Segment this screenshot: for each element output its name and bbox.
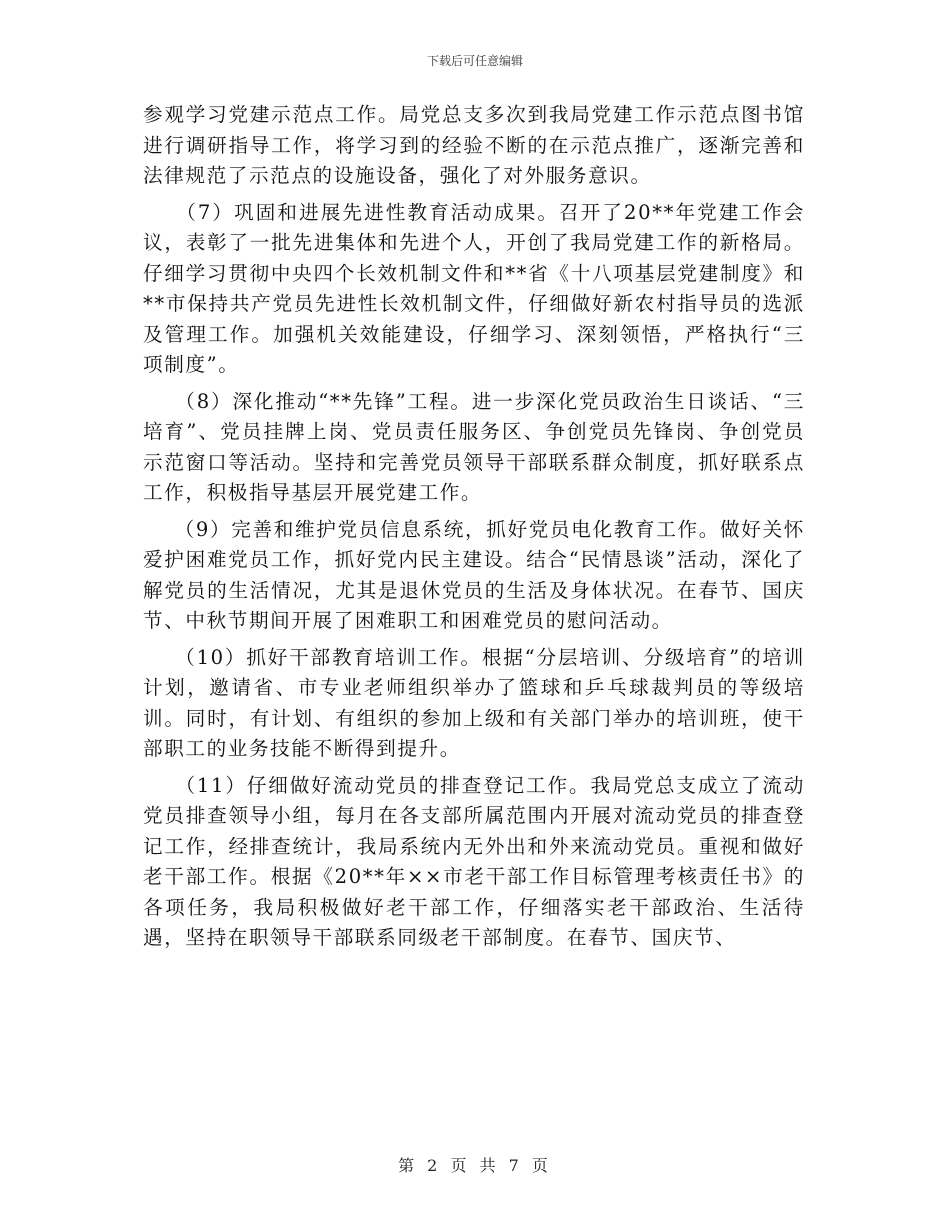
paragraph-item-9: （9）完善和维护党员信息系统，抓好党员电化教育工作。做好关怀爱护困难党员工作，抓好党内民主建设。结合“民情恳谈”活动，深化了解党员的生活情况，尤其是退休党员的生活及身体状况。在春节、国庆节、中秋节期间开展了困难职工和困难党员的慰问活动。 (143, 517, 805, 632)
document-body (143, 100, 805, 954)
paragraph-item-7: （7）巩固和进展先进性教育活动成果。召开了20**年党建工作会议，表彰了一批先进集体和先进个人，开创了我局党建工作的新格局。仔细学习贯彻中央四个长效机制文件和**省《十八项基层党建制度》和**市保持共产党员先进性长效机制文件，仔细做好新农村指导员的选派及管理工作。加强机关效能建设，仔细学习、深刻领悟，严格执行“三项制度”。 (143, 200, 805, 376)
page-header: 下载后可任意编辑 (426, 54, 523, 68)
paragraph-item-11: （11）仔细做好流动党员的排查登记工作。我局党总支成立了流动党员排查领导小组，每月在各支部所属范围内开展对流动党员的排查登记工作，经排查统计，我局系统内无外出和外来流动党员。重视和做好老干部工作。根据《20**年××市老干部工作目标管理考核责任书》的各项任务，我局积极做好老干部工作，仔细落实老干部政治、生活待遇，坚持在职领导干部联系同级老干部制度。在春节、国庆节、 (143, 773, 805, 949)
paragraph-item-8: （8）深化推动“**先锋”工程。进一步深化党员政治生日谈话、“三培育”、党员挂牌上岗、党员责任服务区、争创党员先锋岗、争创党员示范窗口等活动。坚持和完善党员领导干部联系群众制度，抓好联系点工作，积极指导基层开展党建工作。 (143, 389, 805, 504)
paragraph-item-10: （10）抓好干部教育培训工作。根据“分层培训、分级培育”的培训计划，邀请省、市专业老师组织举办了篮球和乒乓球裁判员的等级培训。同时，有计划、有组织的参加上级和有关部门举办的培训班，使干部职工的业务技能不断得到提升。 (143, 645, 805, 760)
paragraph-continuation: 参观学习党建示范点工作。局党总支多次到我局党建工作示范点图书馆进行调研指导工作，将学习到的经验不断的在示范点推广，逐渐完善和法律规范了示范点的设施设备，强化了对外服务意识。 (143, 103, 805, 187)
page-number-footer: 第 2 页 共 7 页 (398, 1156, 552, 1175)
